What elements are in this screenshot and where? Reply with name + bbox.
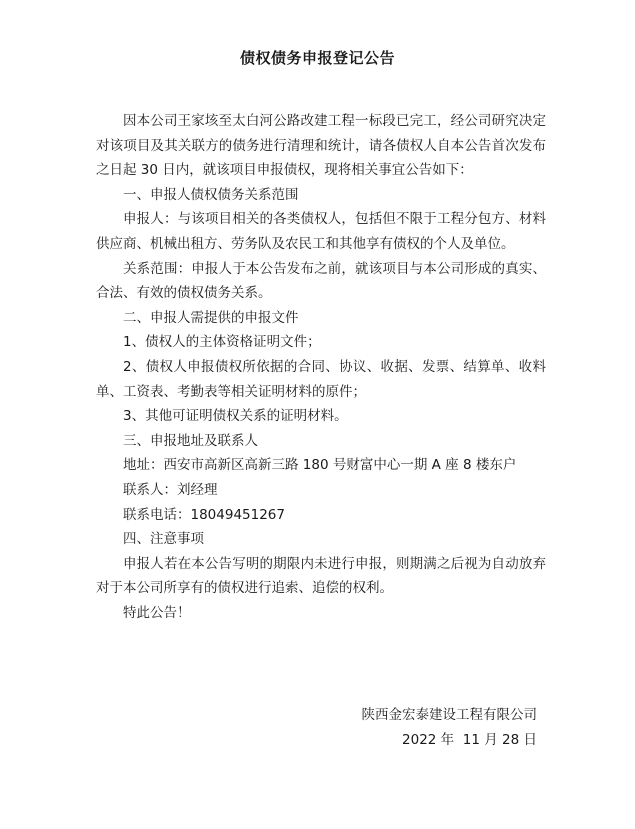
contact-phone: 联系电话：18049451267 <box>123 506 285 523</box>
section-heading: 一、申报人债权债务关系范围 <box>123 186 299 203</box>
list-item: 1、债权人的主体资格证明文件； <box>123 334 321 351</box>
signature-block <box>362 703 538 753</box>
list-item: 2、债权人申报债权所依据的合同、协议、收据、发票、结算单、收料单、工资表、考勤表等相关证明材料的原件； <box>96 358 546 400</box>
document-title: 债权债务申报登记公告 <box>239 49 395 67</box>
body-paragraph: 申报人：与该项目相关的各类债权人，包括但不限于工程分包方、材料供应商、机械出租方、劳务队及农民工和其他享有债权的个人及单位。 <box>96 211 546 252</box>
address-line: 地址：西安市高新区高新三路 180 号财富中心一期 A 座 8 楼东户 <box>123 457 517 474</box>
closing-line: 特此公告！ <box>123 604 191 621</box>
body-paragraph: 申报人若在本公告写明的期限内未进行申报，则期满之后视为自动放弃对于本公司所享有的债权进行追索、追偿的权利。 <box>96 555 546 597</box>
document-body <box>96 109 546 625</box>
section-heading: 三、申报地址及联系人 <box>123 432 258 449</box>
list-item: 3、其他可证明债权关系的证明材料。 <box>123 408 348 425</box>
company-name: 陕西金宏泰建设工程有限公司 <box>361 707 537 723</box>
section-heading: 四、注意事项 <box>123 531 204 548</box>
contact-person: 联系人：刘经理 <box>123 481 218 498</box>
issue-date: 2022 年 11 月 28 日 <box>402 732 537 748</box>
intro-paragraph: 因本公司王家垓至太白河公路改建工程一标段已完工，经公司研究决定对该项目及其关联方的债务进行清理和统计，请各债权人自本公告首次发布之日起 30 日内，就该项目申报债权，现将相关事宜公告如下： <box>96 113 546 179</box>
section-heading: 二、申报人需提供的申报文件 <box>123 309 299 326</box>
body-paragraph: 关系范围：申报人于本公告发布之前，就该项目与本公司形成的真实、合法、有效的债权债务关系。 <box>96 260 546 302</box>
